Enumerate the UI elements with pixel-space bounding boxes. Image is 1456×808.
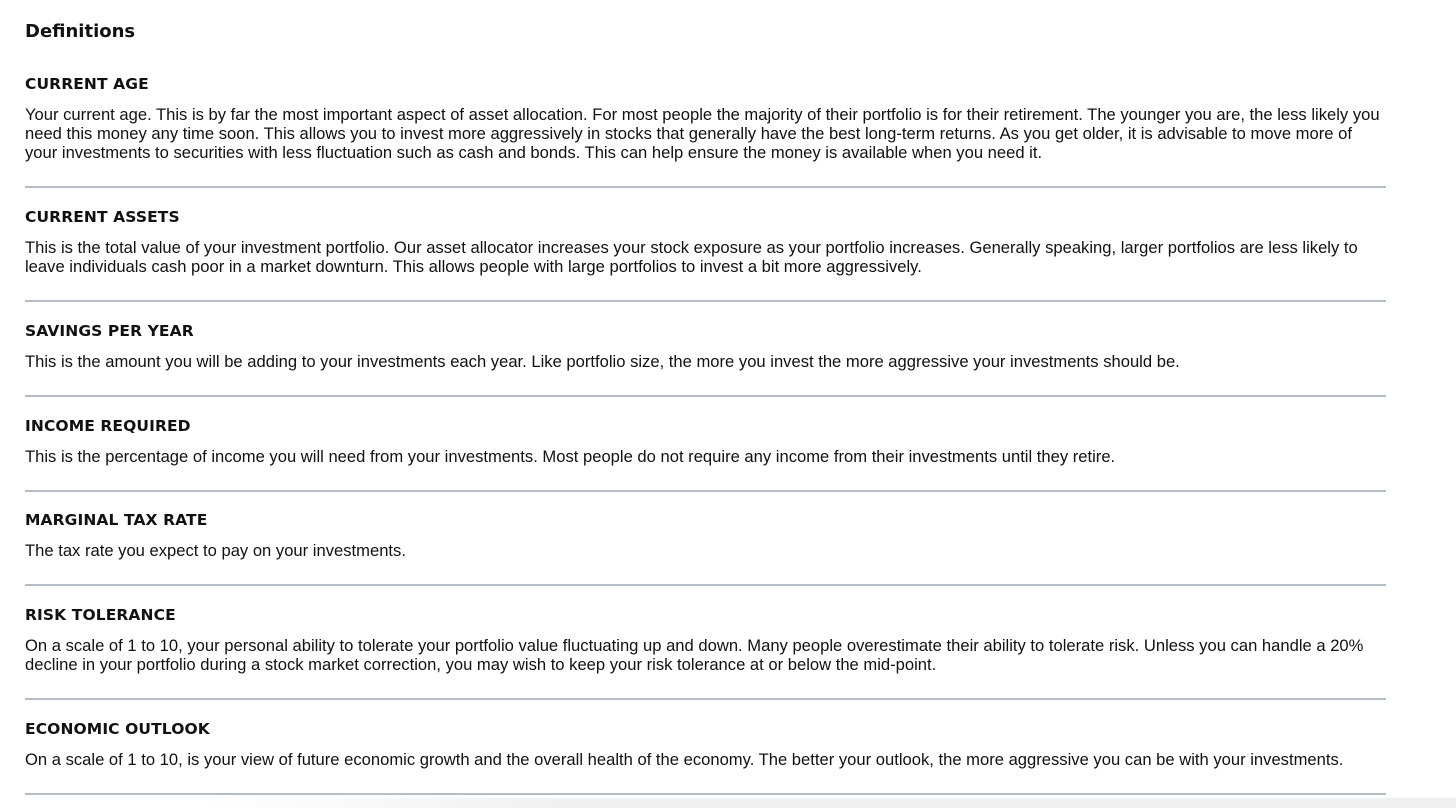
definition-term: CURRENT ASSETS: [25, 208, 180, 226]
definition-description: The tax rate you expect to pay on your investments.: [25, 541, 406, 560]
definition-marginal-tax-rate: [25, 510, 1386, 560]
bottom-scroll-shadow: [200, 798, 1456, 808]
definition-description: This is the percentage of income you will need from your investments. Most people do not require any income from their investments until they retire.: [25, 447, 1116, 466]
definition-term: ECONOMIC OUTLOOK: [25, 720, 210, 738]
definition-economic-outlook: [25, 719, 1386, 769]
definition-savings-per-year: [25, 321, 1386, 371]
section-divider: [25, 698, 1386, 700]
definition-description: This is the total value of your investment portfolio. Our asset allocator increases your stock exposure as your portfolio increases. Generally speaking, larger portfolios are less likely to leave individuals cash poor in a market downturn. This allows people with large portfolios to invest a bit more aggressively.: [25, 238, 1358, 276]
definition-description: Your current age. This is by far the most important aspect of asset allocation. For most people the majority of their portfolio is for their retirement. The younger you are, the less likely you need this money any time soon. This allows you to invest more aggressively in stocks that generally have the best long-term returns. As you get older, it is advisable to move more of your investments to securities with less fluctuation such as cash and bonds. This can help ensure the money is available when you need it.: [25, 105, 1380, 162]
definition-current-assets: [25, 207, 1386, 276]
definition-term: INCOME REQUIRED: [25, 417, 191, 435]
definition-current-age: [25, 74, 1386, 162]
definition-description: On a scale of 1 to 10, your personal ability to tolerate your portfolio value fluctuating up and down. Many people overestimate their ability to tolerate risk. Unless you can handle a 20% decline in your portfolio during a stock market correction, you may wish to keep your risk tolerance at or below the mid-point.: [25, 636, 1364, 674]
definition-description: This is the amount you will be adding to your investments each year. Like portfolio size, the more you invest the more aggressive your investments should be.: [25, 352, 1180, 371]
definition-income-required: [25, 416, 1386, 466]
definition-term: RISK TOLERANCE: [25, 606, 176, 624]
section-divider: [25, 490, 1386, 492]
definition-description: On a scale of 1 to 10, is your view of future economic growth and the overall health of the economy. The better your outlook, the more aggressive you can be with your investments.: [25, 750, 1344, 769]
section-divider: [25, 793, 1386, 795]
section-divider: [25, 300, 1386, 302]
section-divider: [25, 395, 1386, 397]
definition-risk-tolerance: [25, 605, 1386, 674]
section-divider: [25, 584, 1386, 586]
definition-term: CURRENT AGE: [25, 75, 149, 93]
page-title: Definitions: [25, 21, 136, 42]
definition-term: SAVINGS PER YEAR: [25, 322, 194, 340]
section-divider: [25, 186, 1386, 188]
definition-term: MARGINAL TAX RATE: [25, 511, 208, 529]
